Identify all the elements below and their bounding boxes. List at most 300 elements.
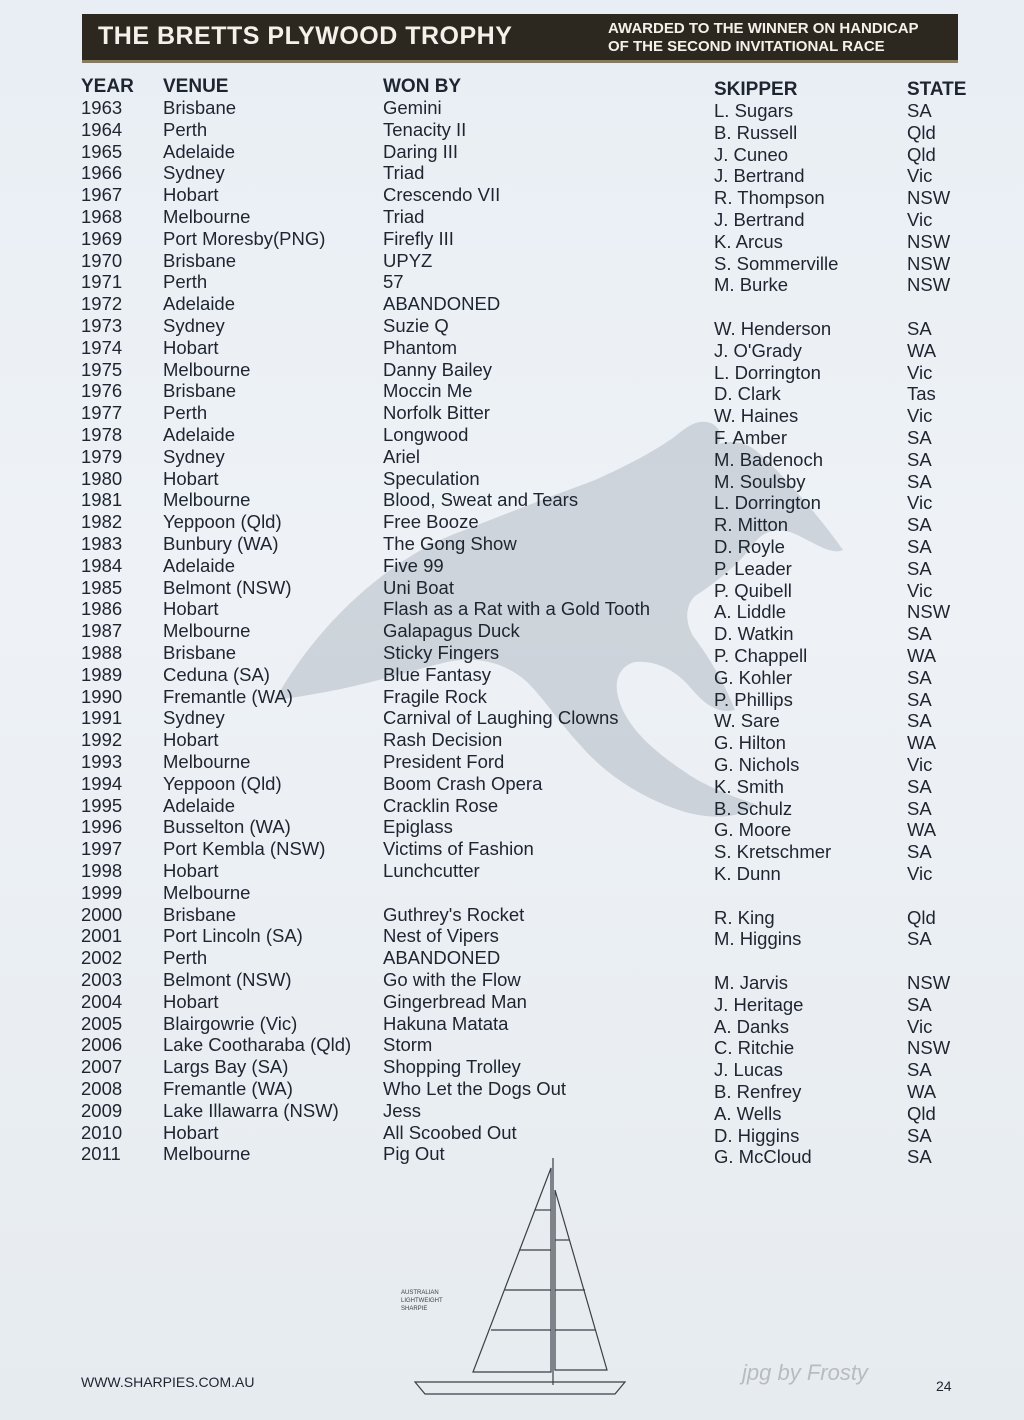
table-row <box>0 271 1024 296</box>
cell-skipper: S. Kretschmer <box>714 841 832 863</box>
cell-state: SA <box>907 928 932 950</box>
cell-state: SA <box>907 448 932 470</box>
banner-subtitle <box>608 20 919 56</box>
cell-won-by: Blue Fantasy <box>383 663 491 685</box>
cell-skipper: M. Jarvis <box>714 972 788 993</box>
cell-year: 1998 <box>81 860 123 881</box>
cell-skipper: K. Smith <box>714 775 784 797</box>
cell-year: 1986 <box>81 598 123 620</box>
cell-skipper: W. Haines <box>714 405 799 427</box>
table-row <box>0 773 1024 795</box>
table-row <box>0 969 1024 991</box>
table-row <box>0 119 1024 141</box>
cell-state: SA <box>907 1124 932 1146</box>
table-row <box>0 795 1024 817</box>
table-row <box>0 1078 1024 1100</box>
cell-state: Vic <box>907 863 933 884</box>
table-row <box>0 293 1024 315</box>
cell-year: 2009 <box>81 1099 123 1121</box>
cell-year: 1990 <box>81 685 123 707</box>
cell-state: Qld <box>907 1102 936 1124</box>
cell-won-by: Free Booze <box>383 511 479 533</box>
cell-state: NSW <box>907 252 951 274</box>
cell-state: SA <box>907 841 932 863</box>
cell-year: 1996 <box>81 816 123 838</box>
cell-won-by: Epiglass <box>383 816 453 838</box>
cell-venue: Brisbane <box>163 97 237 118</box>
cell-won-by: Who Let the Dogs Out <box>383 1078 567 1099</box>
cell-year: 2002 <box>81 947 123 969</box>
cell-venue: Busselton (WA) <box>163 816 291 838</box>
cell-won-by: Daring III <box>383 140 459 162</box>
cell-venue: Belmont (NSW) <box>163 576 292 598</box>
cell-won-by: ABANDONED <box>383 293 501 315</box>
cell-state: NSW <box>907 187 951 209</box>
cell-venue: Adelaide <box>163 424 236 445</box>
table-row <box>0 141 1024 163</box>
cell-venue: Fremantle (WA) <box>163 685 293 707</box>
table-row <box>0 1013 1024 1035</box>
header-year: YEAR <box>81 76 134 97</box>
cell-won-by: Uni Boat <box>383 576 454 598</box>
cell-year: 1989 <box>81 663 123 685</box>
cell-year: 1988 <box>81 642 123 663</box>
cell-year: 2003 <box>81 969 123 990</box>
cell-won-by: Galapagus Duck <box>383 620 520 642</box>
cell-venue: Brisbane <box>163 249 237 271</box>
cell-won-by: Nest of Vipers <box>383 925 499 947</box>
cell-state: SA <box>907 1059 932 1081</box>
cell-won-by: Blood, Sweat and Tears <box>383 489 579 511</box>
table-row <box>0 598 1024 623</box>
cell-won-by: Victims of Fashion <box>383 838 534 860</box>
cell-won-by: Crescendo VII <box>383 184 501 206</box>
cell-skipper: R. Thompson <box>714 187 825 209</box>
cell-state: WA <box>907 1081 937 1102</box>
cell-won-by: The Gong Show <box>383 533 517 554</box>
cell-venue: Adelaide <box>163 293 236 315</box>
table-row <box>0 577 1024 599</box>
table-row <box>0 664 1024 686</box>
cell-state: SA <box>907 688 932 710</box>
table-row <box>0 337 1024 359</box>
cell-year: 1991 <box>81 707 123 729</box>
website-url: WWW.SHARPIES.COM.AU <box>81 1374 255 1390</box>
cell-state: SA <box>907 1146 932 1168</box>
cell-skipper: A. Danks <box>714 1015 790 1037</box>
cell-state: SA <box>907 427 932 448</box>
cell-won-by: Lunchcutter <box>383 860 480 881</box>
cell-year: 1999 <box>81 881 123 903</box>
cell-won-by: 57 <box>383 271 404 293</box>
cell-state: Vic <box>907 492 933 514</box>
cell-venue: Port Moresby(PNG) <box>163 227 326 249</box>
cell-skipper: K. Arcus <box>714 230 783 252</box>
cell-venue: Belmont (NSW) <box>163 969 292 990</box>
cell-state: WA <box>907 645 937 666</box>
cell-year: 1970 <box>81 249 123 271</box>
cell-venue: Hobart <box>163 184 219 206</box>
table-row <box>0 468 1024 490</box>
cell-venue: Port Lincoln (SA) <box>163 925 303 947</box>
cell-won-by: Moccin Me <box>383 380 473 402</box>
cell-state: Vic <box>907 209 933 230</box>
cell-skipper: J. Cuneo <box>714 143 789 165</box>
subtitle-line-2: OF THE SECOND INVITATIONAL RACE <box>608 38 885 55</box>
cell-skipper: B. Russell <box>714 121 798 143</box>
cell-year: 1972 <box>81 293 123 315</box>
table-row <box>0 162 1024 187</box>
table-row <box>0 642 1024 664</box>
table-row <box>0 816 1024 841</box>
cell-state: SA <box>907 514 932 536</box>
cell-venue: Sydney <box>163 162 225 184</box>
cell-won-by: Phantom <box>383 336 458 358</box>
cell-venue: Perth <box>163 402 208 424</box>
cell-state: NSW <box>907 601 951 623</box>
cell-skipper: L. Dorrington <box>714 492 821 514</box>
cell-venue: Melbourne <box>163 206 251 227</box>
title-banner <box>82 14 958 63</box>
cell-skipper: P. Leader <box>714 557 792 579</box>
cell-skipper: J. Bertrand <box>714 165 805 187</box>
cell-won-by: Rash Decision <box>383 729 503 751</box>
cell-year: 1994 <box>81 772 123 794</box>
cell-venue: Largs Bay (SA) <box>163 1056 289 1078</box>
table-row <box>0 511 1024 536</box>
cell-venue: Sydney <box>163 707 225 729</box>
table-row <box>0 1100 1024 1122</box>
boat-label-1: AUSTRALIAN <box>401 1290 439 1296</box>
cell-skipper: G. Hilton <box>714 732 786 754</box>
cell-year: 1979 <box>81 445 123 467</box>
cell-year: 2007 <box>81 1056 123 1078</box>
table-row <box>0 838 1024 863</box>
cell-year: 2004 <box>81 990 123 1012</box>
page-number: 24 <box>936 1378 952 1394</box>
cell-venue: Perth <box>163 947 208 969</box>
table-row <box>0 686 1024 708</box>
table-row <box>0 97 1024 119</box>
cell-won-by: President Ford <box>383 751 505 772</box>
cell-year: 1985 <box>81 576 123 598</box>
cell-state: NSW <box>907 230 951 252</box>
cell-year: 1968 <box>81 206 123 227</box>
cell-state: Vic <box>907 165 933 187</box>
cell-skipper: K. Dunn <box>714 863 781 884</box>
cell-won-by: All Scoobed Out <box>383 1121 517 1143</box>
cell-year: 1974 <box>81 336 123 358</box>
cell-skipper: L. Sugars <box>714 100 794 121</box>
cell-state: SA <box>907 775 932 797</box>
cell-year: 1980 <box>81 467 123 489</box>
table-row <box>0 620 1024 645</box>
cell-venue: Hobart <box>163 1121 219 1143</box>
cell-won-by: Storm <box>383 1034 433 1056</box>
cell-state: Vic <box>907 754 933 775</box>
cell-state: SA <box>907 623 932 645</box>
cell-state: WA <box>907 819 937 841</box>
table-row <box>0 1122 1024 1144</box>
cell-venue: Melbourne <box>163 358 251 380</box>
cell-venue: Brisbane <box>163 903 237 925</box>
cell-year: 1992 <box>81 729 123 751</box>
cell-state: SA <box>907 797 932 819</box>
table-row <box>0 315 1024 337</box>
table-row <box>0 947 1024 969</box>
table-row <box>0 380 1024 405</box>
cell-year: 1966 <box>81 162 123 184</box>
table-row <box>0 1034 1024 1059</box>
cell-skipper: W. Sare <box>714 710 780 732</box>
cell-venue: Blairgowrie (Vic) <box>163 1012 298 1034</box>
table-row <box>0 707 1024 732</box>
cell-won-by: Hakuna Matata <box>383 1012 509 1034</box>
cell-won-by: Speculation <box>383 467 480 489</box>
cell-won-by: Jess <box>383 1099 422 1121</box>
cell-won-by: Longwood <box>383 424 469 445</box>
cell-year: 2011 <box>81 1143 121 1165</box>
cell-year: 1963 <box>81 97 123 118</box>
cell-state: Qld <box>907 143 936 165</box>
cell-won-by: Suzie Q <box>383 315 449 336</box>
photo-credit: jpg by Frosty <box>742 1360 868 1385</box>
sharpie-sailboat-icon <box>395 1150 635 1400</box>
cell-venue: Lake Cootharaba (Qld) <box>163 1034 352 1056</box>
table-row <box>0 729 1024 754</box>
header-venue: VENUE <box>163 76 229 97</box>
cell-skipper: D. Watkin <box>714 623 794 645</box>
cell-skipper: D. Royle <box>714 536 785 557</box>
cell-skipper: D. Higgins <box>714 1124 800 1146</box>
cell-skipper: G. Kohler <box>714 666 793 688</box>
cell-won-by: Ariel <box>383 445 421 467</box>
cell-skipper: B. Renfrey <box>714 1081 802 1102</box>
cell-venue: Adelaide <box>163 554 236 576</box>
cell-state: SA <box>907 470 932 492</box>
cell-skipper: R. Mitton <box>714 514 789 536</box>
cell-year: 1995 <box>81 794 123 816</box>
cell-skipper: A. Wells <box>714 1102 782 1124</box>
cell-won-by: ABANDONED <box>383 947 501 969</box>
cell-skipper: M. Burke <box>714 274 789 296</box>
cell-won-by: Five 99 <box>383 554 444 576</box>
cell-skipper: G. Nichols <box>714 754 800 775</box>
cell-skipper: M. Higgins <box>714 928 802 950</box>
cell-state: WA <box>907 339 937 361</box>
cell-won-by: Fragile Rock <box>383 685 487 707</box>
cell-won-by: Norfolk Bitter <box>383 402 490 424</box>
cell-state: NSW <box>907 972 951 993</box>
cell-skipper: B. Schulz <box>714 797 793 819</box>
cell-year: 1978 <box>81 424 123 445</box>
cell-won-by: Firefly III <box>383 227 454 249</box>
cell-state: Vic <box>907 1015 933 1037</box>
cell-state: Qld <box>907 906 936 928</box>
cell-venue: Brisbane <box>163 380 237 402</box>
table-row <box>0 860 1024 882</box>
cell-year: 1973 <box>81 315 123 336</box>
cell-year: 1977 <box>81 402 123 424</box>
cell-skipper: W. Henderson <box>714 318 832 339</box>
cell-year: 1975 <box>81 358 123 380</box>
cell-state: Qld <box>907 121 936 143</box>
header-state: STATE <box>907 79 967 100</box>
cell-venue: Perth <box>163 118 208 140</box>
cell-year: 1976 <box>81 380 123 402</box>
cell-year: 2005 <box>81 1012 123 1034</box>
cell-venue: Hobart <box>163 467 219 489</box>
cell-won-by: Gemini <box>383 97 442 118</box>
cell-skipper: S. Sommerville <box>714 252 839 274</box>
cell-skipper: J. Heritage <box>714 993 804 1015</box>
table-row <box>0 533 1024 555</box>
table-row <box>0 359 1024 381</box>
cell-venue: Hobart <box>163 598 219 620</box>
cell-skipper: G. McCloud <box>714 1146 812 1168</box>
cell-year: 1997 <box>81 838 123 860</box>
cell-venue: Bunbury (WA) <box>163 533 279 554</box>
cell-year: 1983 <box>81 533 123 554</box>
cell-skipper: P. Chappell <box>714 645 808 666</box>
cell-year: 2006 <box>81 1034 123 1056</box>
cell-venue: Ceduna (SA) <box>163 663 270 685</box>
cell-skipper: C. Ritchie <box>714 1037 795 1059</box>
cell-year: 1993 <box>81 751 123 772</box>
cell-venue: Melbourne <box>163 620 251 642</box>
table-row <box>0 1056 1024 1081</box>
cell-state: SA <box>907 536 932 557</box>
cell-year: 2008 <box>81 1078 123 1099</box>
cell-state: Tas <box>907 383 936 405</box>
cell-venue: Brisbane <box>163 642 237 663</box>
cell-year: 2010 <box>81 1121 123 1143</box>
boat-label-2: LIGHTWEIGHT <box>401 1298 443 1304</box>
cell-state: WA <box>907 732 937 754</box>
cell-state: Vic <box>907 579 933 601</box>
table-row <box>0 446 1024 468</box>
table-row <box>0 228 1024 250</box>
cell-venue: Hobart <box>163 990 219 1012</box>
cell-skipper: J. Lucas <box>714 1059 783 1081</box>
cell-won-by: Guthrey's Rocket <box>383 903 525 925</box>
cell-year: 1984 <box>81 554 123 576</box>
cell-state: SA <box>907 710 932 732</box>
cell-year: 1981 <box>81 489 123 511</box>
cell-state: SA <box>907 100 932 121</box>
cell-skipper: D. Clark <box>714 383 781 405</box>
cell-venue: Adelaide <box>163 140 236 162</box>
cell-skipper: J. O'Grady <box>714 339 802 361</box>
cell-state: SA <box>907 318 932 339</box>
cell-year: 2001 <box>81 925 123 947</box>
boat-label-3: SHARPIE <box>401 1306 428 1312</box>
cell-venue: Adelaide <box>163 794 236 816</box>
cell-venue: Hobart <box>163 729 219 751</box>
table-row <box>0 424 1024 446</box>
cell-skipper: M. Badenoch <box>714 448 824 470</box>
cell-skipper: P. Quibell <box>714 579 792 601</box>
cell-venue: Fremantle (WA) <box>163 1078 293 1099</box>
cell-state: Vic <box>907 405 933 427</box>
cell-won-by: Triad <box>383 206 425 227</box>
cell-venue: Hobart <box>163 860 219 881</box>
cell-won-by: Triad <box>383 162 425 184</box>
table-row <box>0 751 1024 773</box>
cell-skipper: F. Amber <box>714 427 787 448</box>
subtitle-line-1: AWARDED TO THE WINNER ON HANDICAP <box>608 20 919 37</box>
table-row <box>0 206 1024 228</box>
cell-skipper: G. Moore <box>714 819 792 841</box>
cell-won-by: Cracklin Rose <box>383 794 499 816</box>
header-skipper: SKIPPER <box>714 79 798 100</box>
cell-won-by: Tenacity II <box>383 118 467 140</box>
cell-state: NSW <box>907 274 951 296</box>
cell-state: Vic <box>907 361 933 383</box>
cell-venue: Sydney <box>163 315 225 336</box>
cell-venue: Melbourne <box>163 1143 251 1165</box>
cell-venue: Yeppoon (Qld) <box>163 772 282 794</box>
cell-won-by: Carnival of Laughing Clowns <box>383 707 619 729</box>
cell-venue: Melbourne <box>163 751 251 772</box>
cell-year: 1967 <box>81 184 123 206</box>
cell-state: SA <box>907 666 932 688</box>
cell-venue: Lake Illawarra (NSW) <box>163 1099 339 1121</box>
cell-skipper: R. King <box>714 906 775 928</box>
cell-venue: Sydney <box>163 445 225 467</box>
cell-year: 1982 <box>81 511 123 533</box>
cell-venue: Yeppoon (Qld) <box>163 511 282 533</box>
table-row <box>0 250 1024 272</box>
table-row <box>0 184 1024 209</box>
cell-year: 2000 <box>81 903 123 925</box>
cell-won-by: Flash as a Rat with a Gold Tooth <box>383 598 651 620</box>
cell-won-by: Go with the Flow <box>383 969 521 990</box>
cell-state: NSW <box>907 1037 951 1059</box>
table-row <box>0 489 1024 514</box>
table-row <box>0 882 1024 904</box>
cell-year: 1965 <box>81 140 123 162</box>
cell-skipper: P. Phillips <box>714 688 793 710</box>
cell-skipper: M. Soulsby <box>714 470 806 492</box>
cell-won-by: Sticky Fingers <box>383 642 500 663</box>
table-row <box>0 925 1024 950</box>
cell-year: 1971 <box>81 271 123 293</box>
cell-year: 1969 <box>81 227 123 249</box>
cell-won-by: Boom Crash Opera <box>383 772 543 794</box>
table-row <box>0 991 1024 1013</box>
cell-skipper: L. Dorrington <box>714 361 821 383</box>
table-row <box>0 402 1024 427</box>
table-row <box>0 555 1024 577</box>
cell-year: 1987 <box>81 620 123 642</box>
cell-won-by: Pig Out <box>383 1143 445 1165</box>
cell-won-by: Gingerbread Man <box>383 990 527 1012</box>
header-won-by: WON BY <box>383 76 462 97</box>
table-row <box>0 904 1024 926</box>
cell-skipper: A. Liddle <box>714 601 786 623</box>
cell-venue: Port Kembla (NSW) <box>163 838 326 860</box>
cell-skipper: J. Bertrand <box>714 209 805 230</box>
cell-venue: Hobart <box>163 336 219 358</box>
cell-won-by: Danny Bailey <box>383 358 493 380</box>
cell-venue: Melbourne <box>163 489 251 511</box>
cell-venue: Melbourne <box>163 881 251 903</box>
cell-won-by: UPYZ <box>383 249 433 271</box>
cell-state: SA <box>907 557 932 579</box>
cell-venue: Perth <box>163 271 208 293</box>
page-title: THE BRETTS PLYWOOD TROPHY <box>98 22 513 50</box>
